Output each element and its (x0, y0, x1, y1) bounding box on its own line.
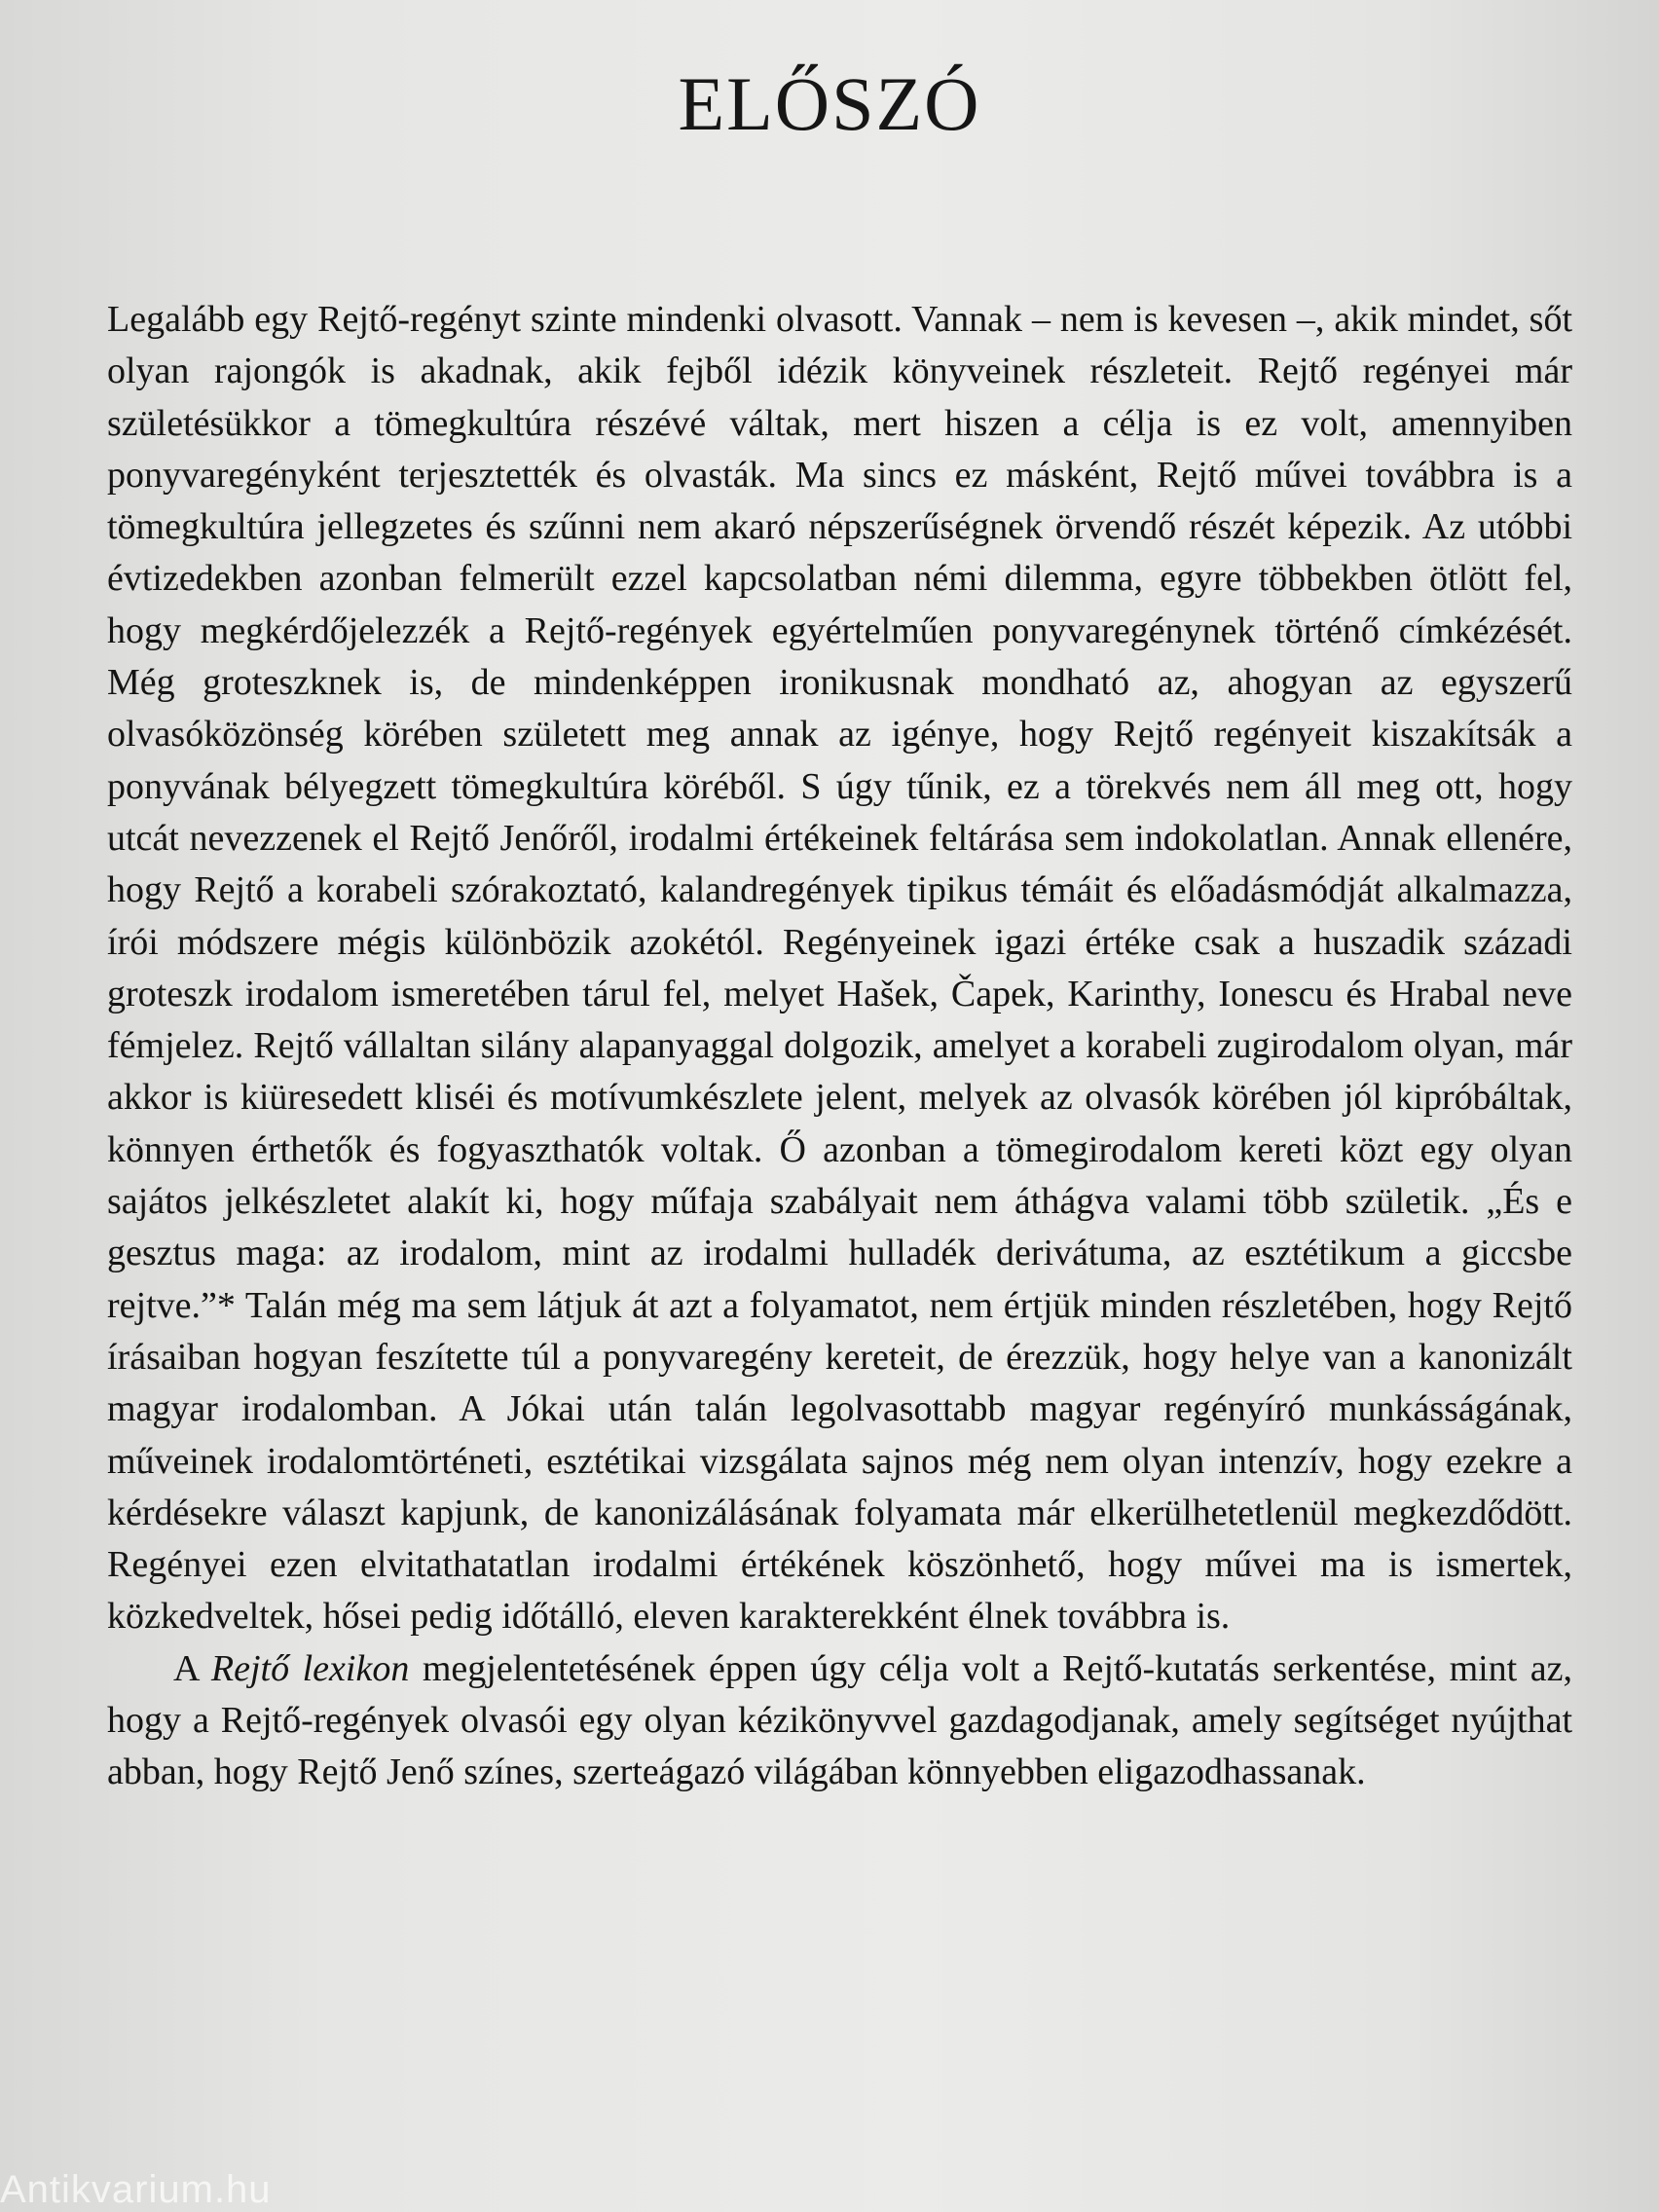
watermark: Antikvarium.hu (0, 2168, 272, 2211)
paragraph-2 (107, 1643, 1572, 1799)
page-title: ELŐSZÓ (678, 61, 981, 146)
book-title-italic: Rejtő lexikon (210, 1647, 410, 1689)
preface-body (107, 294, 1572, 1799)
paragraph-1: Legalább egy Rejtő-regényt szinte mindenki olvasott. Vannak – nem is kevesen –, akik mindet, sőt olyan rajongók is akadnak, akik fejből idézik könyveinek részleteit. Rejtő regényei már születésükkor a tömegkultúra részévé váltak, mert hiszen a célja is ez volt, amennyiben ponyvaregényként terjesztették és olvasták. Ma sincs ez másként, Rejtő művei továbbra is a tömegkultúra jellegzetes és szűnni nem akaró népszerűségnek örvendő részét képezik. Az utóbbi évtizedekben azonban felmerült ezzel kapcsolatban némi dilemma, egyre többekben ötlött fel, hogy megkérdőjelezzék a Rejtő-regények egyértelműen ponyvaregénynek történő címkézését. Még groteszknek is, de mindenképpen ironikusnak mondható az, ahogyan az egyszerű olvasóközönség körében született meg annak az igénye, hogy Rejtő regényeit kiszakítsák a ponyvának bélyegzett tömegkultúra köréből. S úgy tűnik, ez a törekvés nem áll meg ott, hogy utcát nevezzenek el Rejtő Jenőről, irodalmi értékeinek feltárása sem indokolatlan. Annak ellenére, hogy Rejtő a korabeli szórakoztató, kalandregények tipikus témáit és előadásmódját alkalmazza, írói módszere mégis különbözik azokétól. Regényeinek igazi értéke csak a huszadik századi groteszk irodalom ismeretében tárul fel, melyet Hašek, Čapek, Karinthy, Ionescu és Hrabal neve fémjelez. Rejtő vállaltan silány alapanyaggal dolgozik, amelyet a korabeli zugirodalom olyan, már akkor is kiüresedett kliséi és motívumkészlete jelent, melyek az olvasók körében jól kipróbáltak, könnyen érthetők és fogyaszthatók voltak. Ő azonban a tömegirodalom kereti közt egy olyan sajátos jelkészletet alakít ki, hogy műfaja szabályait nem áthágva valami több születik. „És e gesztus maga: az irodalom, mint az irodalmi hulladék derivátuma, az esztétikum a giccsbe rejtve.”* Talán még ma sem látjuk át azt a folyamatot, nem értjük minden részletében, hogy Rejtő írásaiban hogyan feszítette túl a ponyvaregény kereteit, de érezzük, hogy helye van a kanonizált magyar irodalomban. A Jókai után talán legolvasottabb magyar regényíró munkásságának, műveinek irodalomtörténeti, esztétikai vizsgálata sajnos még nem olyan intenzív, hogy ezekre a kérdésekre választ kapjunk, de kanonizálásának folyamata már elkerülhetetlenül megkezdődött. Regényei ezen elvitathatatlan irodalmi értékének köszönhető, hogy művei ma is ismertek, közkedveltek, hősei pedig időtálló, eleven karakterekként élnek továbbra is. (107, 299, 1572, 1638)
paragraph-2-lead: A (173, 1647, 211, 1689)
paragraph-2-rest: megjelentetésének éppen úgy célja volt a Rejtő-kutatás serkentése, mint az, hogy a Rejtő-regények olvasói egy olyan kézikönyvvel gazdagodjanak, amely segítséget nyújthat abban, hogy Rejtő Jenő színes, szerteágazó világában könnyebben eligazodhassanak. (107, 1647, 1572, 1793)
